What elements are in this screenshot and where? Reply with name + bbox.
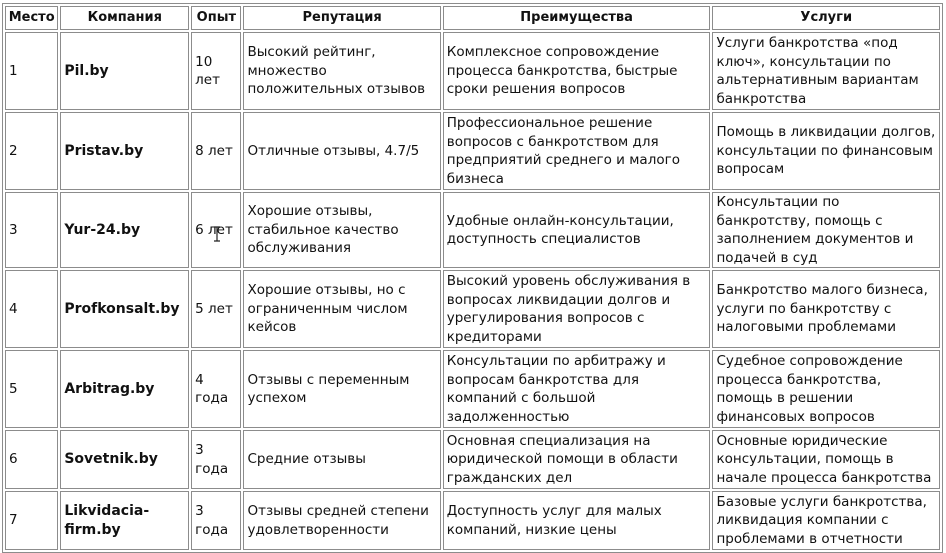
cell-advantages: Консультации по арбитражу и вопросам банкротства для компаний с большой задолженностью bbox=[443, 350, 711, 428]
cell-services: Услуги банкротства «под ключ», консультации по альтернативным вариантам банкротства bbox=[712, 32, 940, 110]
cell-services: Основные юридические консультации, помощь в начале процесса банкротства bbox=[712, 430, 940, 489]
cell-experience: 3 года bbox=[191, 491, 241, 550]
table-row bbox=[5, 32, 940, 110]
cell-reputation: Хорошие отзывы, стабильное качество обслуживания bbox=[243, 192, 440, 268]
cell-reputation: Отзывы с переменным успехом bbox=[243, 350, 440, 428]
cell-experience: 5 лет bbox=[191, 270, 241, 348]
header-advantages: Преимущества bbox=[443, 6, 711, 30]
cell-advantages: Доступность услуг для малых компаний, низкие цены bbox=[443, 491, 711, 550]
cell-services: Судебное сопровождение процесса банкротства, помощь в решении финансовых вопросов bbox=[712, 350, 940, 428]
cell-experience: 10 лет bbox=[191, 32, 241, 110]
cell-reputation: Отзывы средней степени удовлетворенности bbox=[243, 491, 440, 550]
cell-services: Консультации по банкротству, помощь с заполнением документов и подачей в суд bbox=[712, 192, 940, 268]
cell-company: Yur-24.by bbox=[60, 192, 189, 268]
header-row bbox=[5, 6, 940, 30]
cell-advantages: Профессиональное решение вопросов с банкротством для предприятий среднего и малого бизнеса bbox=[443, 112, 711, 190]
cell-reputation: Средние отзывы bbox=[243, 430, 440, 489]
text-cursor-icon bbox=[212, 226, 222, 242]
table-row bbox=[5, 430, 940, 489]
cell-advantages: Комплексное сопровождение процесса банкротства, быстрые сроки решения вопросов bbox=[443, 32, 711, 110]
cell-place: 3 bbox=[5, 192, 58, 268]
table-row bbox=[5, 112, 940, 190]
cell-experience: 4 года bbox=[191, 350, 241, 428]
cell-reputation: Отличные отзывы, 4.7/5 bbox=[243, 112, 440, 190]
header-experience: Опыт bbox=[191, 6, 241, 30]
table-row bbox=[5, 350, 940, 428]
cell-reputation: Хорошие отзывы, но с ограниченным числом кейсов bbox=[243, 270, 440, 348]
cell-place: 5 bbox=[5, 350, 58, 428]
cell-services: Банкротство малого бизнеса, услуги по банкротству с налоговыми проблемами bbox=[712, 270, 940, 348]
cell-services: Помощь в ликвидации долгов, консультации по финансовым вопросам bbox=[712, 112, 940, 190]
header-place: Место bbox=[5, 6, 58, 30]
table-row bbox=[5, 270, 940, 348]
header-company: Компания bbox=[60, 6, 189, 30]
header-services: Услуги bbox=[712, 6, 940, 30]
cell-company: Likvidacia-firm.by bbox=[60, 491, 189, 550]
cell-place: 6 bbox=[5, 430, 58, 489]
cell-experience: 3 года bbox=[191, 430, 241, 489]
cell-company: Arbitrag.by bbox=[60, 350, 189, 428]
cell-company: Profkonsalt.by bbox=[60, 270, 189, 348]
cell-services: Базовые услуги банкротства, ликвидация компании с проблемами в отчетности bbox=[712, 491, 940, 550]
table-row bbox=[5, 192, 940, 268]
header-reputation: Репутация bbox=[243, 6, 440, 30]
cell-experience: 8 лет bbox=[191, 112, 241, 190]
cell-company: Sovetnik.by bbox=[60, 430, 189, 489]
cell-advantages: Высокий уровень обслуживания в вопросах ликвидации долгов и урегулирования вопросов с кредиторами bbox=[443, 270, 711, 348]
cell-experience: 6 лет bbox=[191, 192, 241, 268]
table-row bbox=[5, 491, 940, 550]
ranking-table bbox=[2, 3, 943, 553]
cell-company: Pristav.by bbox=[60, 112, 189, 190]
cell-place: 1 bbox=[5, 32, 58, 110]
cell-place: 7 bbox=[5, 491, 58, 550]
cell-place: 2 bbox=[5, 112, 58, 190]
cell-reputation: Высокий рейтинг, множество положительных отзывов bbox=[243, 32, 440, 110]
cell-company: Pil.by bbox=[60, 32, 189, 110]
cell-advantages: Удобные онлайн-консультации, доступность специалистов bbox=[443, 192, 711, 268]
cell-advantages: Основная специализация на юридической помощи в области гражданских дел bbox=[443, 430, 711, 489]
cell-place: 4 bbox=[5, 270, 58, 348]
